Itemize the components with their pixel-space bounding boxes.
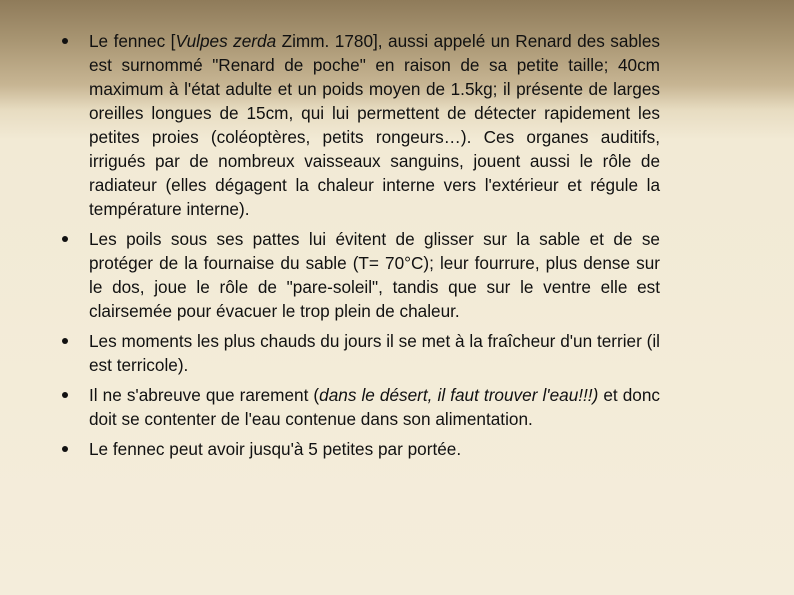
bullet-text-segment: Les poils sous ses pattes lui évitent de glisser sur la sable et de se protéger de la fournaise du sable (T= 70°C); leur fourrure, plus dense sur le dos, joue le rôle de "pare-soleil", tandis que sur le ventre elle est clairsemée pour évacuer le trop plein de chaleur. [89, 229, 660, 321]
bullet-text-segment: Le fennec [ [89, 31, 176, 51]
bullet-dot-icon [62, 392, 68, 398]
bullet-dot-icon [62, 338, 68, 344]
bullet-text-segment: Le fennec peut avoir jusqu'à 5 petites par portée. [89, 439, 462, 459]
bullet-dot-icon [62, 236, 68, 242]
bullet-item [62, 227, 660, 323]
italic-remark: dans le désert, il faut trouver l'eau!!!) [319, 385, 599, 405]
bullet-list [62, 29, 660, 467]
bullet-text-segment: Il ne s'abreuve que rarement ( [89, 385, 320, 405]
bullet-text-segment: et donc doit se contenter de l'eau contenue dans son alimentation. [89, 385, 661, 429]
bullet-item [62, 29, 660, 221]
bullet-item [62, 437, 660, 461]
species-name: Vulpes zerda [175, 31, 277, 51]
bullet-item [62, 329, 660, 377]
bullet-item [62, 383, 660, 431]
bullet-text-segment: Zimm. 1780], aussi appelé un Renard des sables est surnommé "Renard de poche" en raison de sa petite taille; 40cm maximum à l'état adulte et un poids moyen de 1.5kg; il présente de larges oreilles longues de 15cm, qui lui permettent de détecter rapidement les petites proies (coléoptères, petits rongeurs…). Ces organes auditifs, irrigués par de nombreux vaisseaux sanguins, jouent aussi le rôle de radiateur (elles dégagent la chaleur interne vers l'extérieur et régule la température interne). [89, 31, 660, 219]
bullet-text-segment: Les moments les plus chauds du jours il se met à la fraîcheur d'un terrier (il est terricole). [89, 331, 660, 375]
bullet-dot-icon [62, 38, 68, 44]
bullet-dot-icon [62, 446, 68, 452]
